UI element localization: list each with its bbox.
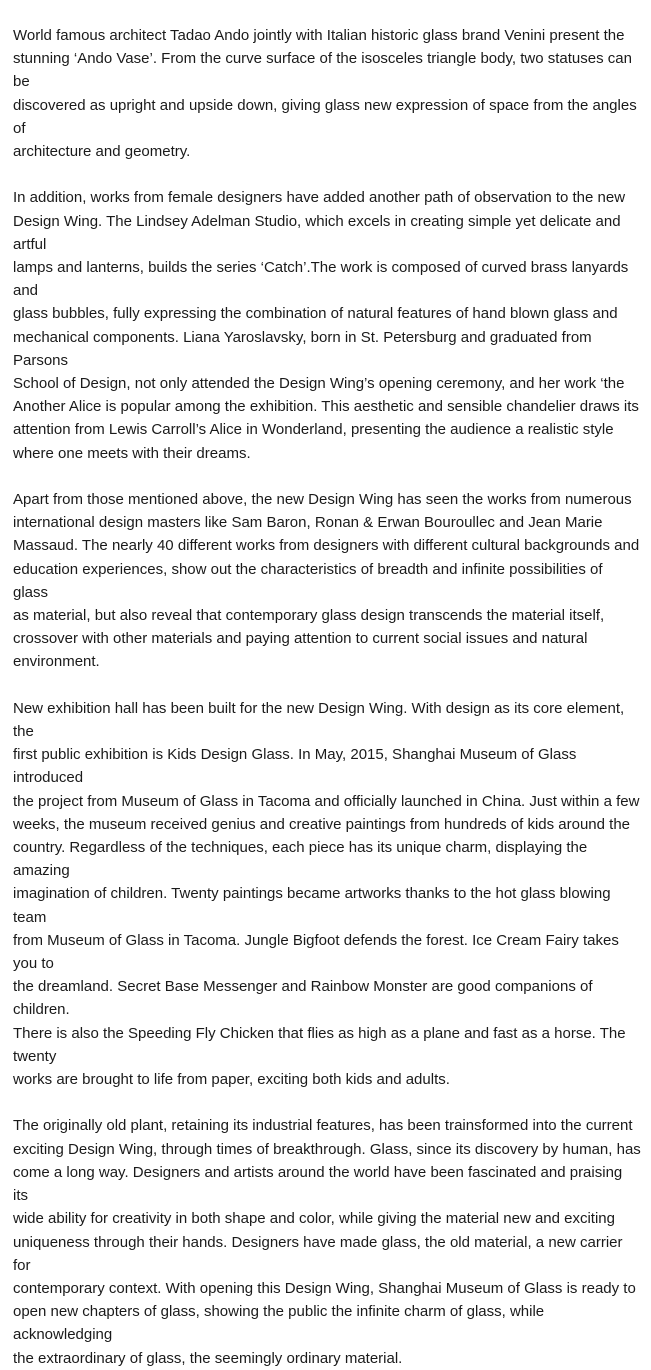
- paragraph-design-wing-conclusion: The originally old plant, retaining its industrial features, has been trainsformed into the current exciting Design Wing, through times of breakthrough. Glass, since its discovery by human, has come a long way. Designers and artists around the world have been fascinated and praising its wide ability for creativity in both shape and color, while giving the material new and exciting uniqueness through their hands. Designers have made glass, the old material, a new carrier for contemporary context. With opening this Design Wing, Shanghai Museum of Glass is ready to open new chapters of glass, showing the public the infinite charm of glass, while acknowledging the extraordinary of glass, the seemingly ordinary material.: [13, 1117, 641, 1367]
- article-body: [13, 24, 641, 1370]
- paragraph-kids-design-glass: New exhibition hall has been built for the new Design Wing. With design as its core element, the first public exhibition is Kids Design Glass. In May, 2015, Shanghai Museum of Glass introduced the project from Museum of Glass in Tacoma and officially launched in China. Just within a few weeks, the museum received genius and creative paintings from hundreds of kids around the country. Regardless of the techniques, each piece has its unique charm, displaying the amazing imagination of children. Twenty paintings became artworks thanks to the hot glass blowing team from Museum of Glass in Tacoma. Jungle Bigfoot defends the forest. Ice Cream Fairy takes you to the dreamland. Secret Base Messenger and Rainbow Monster are good companions of children. There is also the Speeding Fly Chicken that flies as high as a plane and fast as a horse. The twenty works are brought to life from paper, exciting both kids and adults.: [13, 699, 640, 1089]
- paragraph-international-masters: Apart from those mentioned above, the new Design Wing has seen the works from numerous international design masters like Sam Baron, Ronan & Erwan Bouroullec and Jean Marie Massaud. The nearly 40 different works from designers with different cultural backgrounds and education experiences, show out the characteristics of breadth and infinite possibilities of glass as material, but also reveal that contemporary glass design transcends the material itself, crossover with other materials and paying attention to current social issues and natural environment.: [13, 491, 640, 671]
- paragraph-ando-vase: World famous architect Tadao Ando jointly with Italian historic glass brand Venini present the stunning ‘Ando Vase’. From the curve surface of the isosceles triangle body, two statuses can be discovered as upright and upside down, giving glass new expression of space from the angles of architecture and geometry.: [13, 27, 637, 161]
- paragraph-female-designers: In addition, works from female designers have added another path of observation to the new Design Wing. The Lindsey Adelman Studio, which excels in creating simple yet delicate and artful lamps and lanterns, builds the series ‘Catch’.The work is composed of curved brass lanyards and glass bubbles, fully expressing the combination of natural features of hand blown glass and mechanical components. Liana Yaroslavsky, born in St. Petersburg and graduated from Parsons School of Design, not only attended the Design Wing’s opening ceremony, and her work ‘the Another Alice is popular among the exhibition. This aesthetic and sensible chandelier draws its attention from Lewis Carroll’s Alice in Wonderland, presenting the audience a realistic style where one meets with their dreams.: [13, 189, 639, 462]
